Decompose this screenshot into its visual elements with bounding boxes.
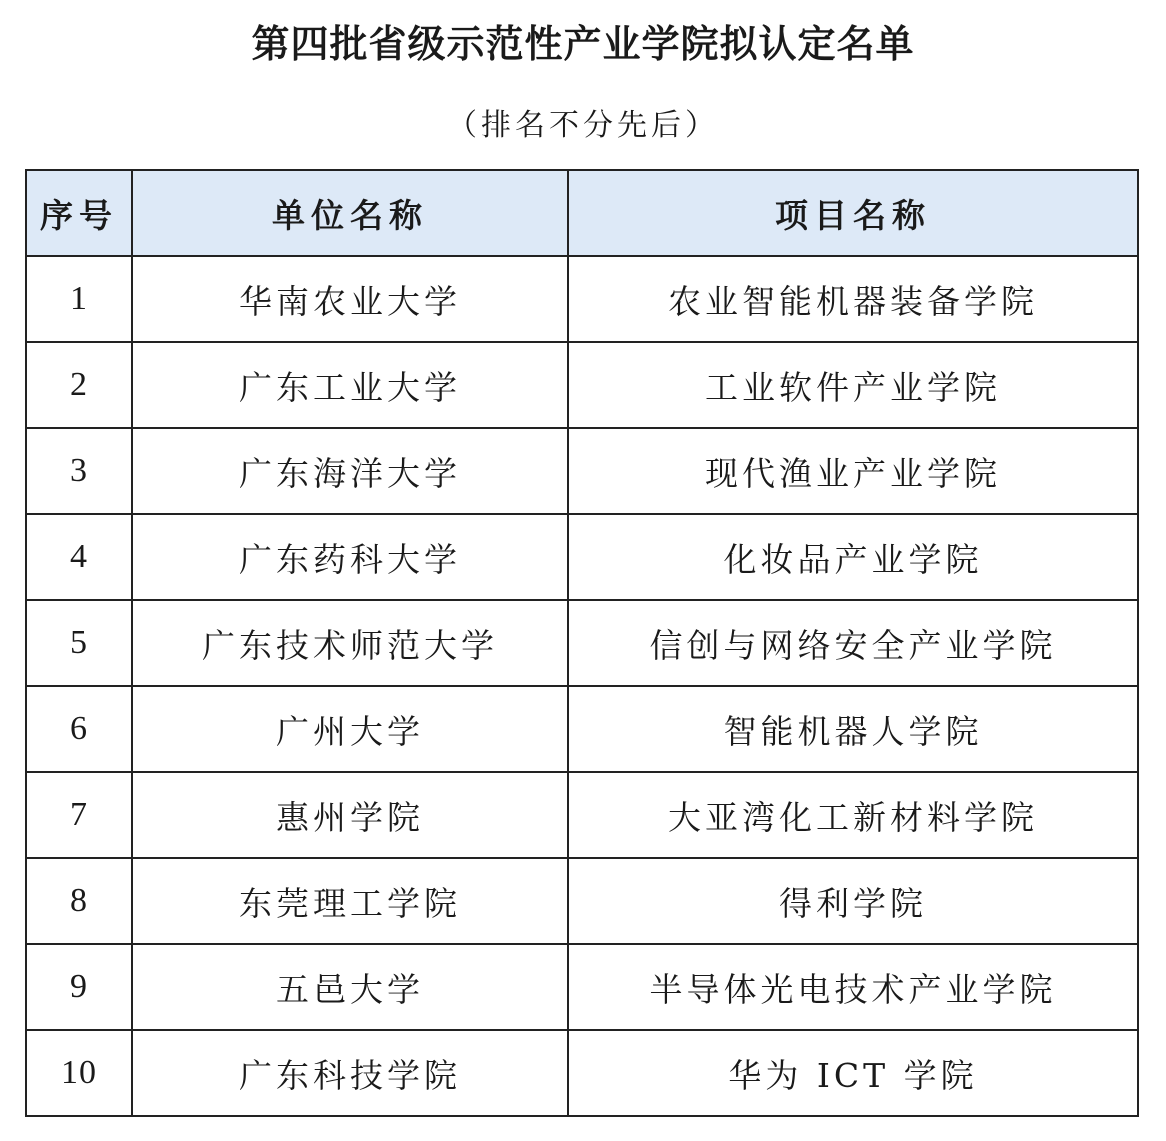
project-name: 工业软件产业学院 (568, 342, 1138, 428)
college-list-table (25, 169, 1139, 1117)
row-number: 2 (26, 342, 132, 428)
table-row (26, 1030, 1138, 1116)
project-name: 农业智能机器装备学院 (568, 256, 1138, 342)
table-row (26, 858, 1138, 944)
project-name: 得利学院 (568, 858, 1138, 944)
project-name: 化妆品产业学院 (568, 514, 1138, 600)
unit-name: 广东科技学院 (132, 1030, 568, 1116)
unit-name: 东莞理工学院 (132, 858, 568, 944)
unit-name: 华南农业大学 (132, 256, 568, 342)
project-name: 半导体光电技术产业学院 (568, 944, 1138, 1030)
project-name: 大亚湾化工新材料学院 (568, 772, 1138, 858)
row-number: 10 (26, 1030, 132, 1116)
row-number: 7 (26, 772, 132, 858)
row-number: 3 (26, 428, 132, 514)
unit-name: 五邑大学 (132, 944, 568, 1030)
document-title: 第四批省级示范性产业学院拟认定名单 (251, 22, 915, 66)
table-header-row (26, 170, 1138, 256)
unit-name: 广州大学 (132, 686, 568, 772)
table-row (26, 600, 1138, 686)
column-header-number: 序号 (26, 170, 132, 256)
row-number: 1 (26, 256, 132, 342)
row-number: 4 (26, 514, 132, 600)
table-row (26, 256, 1138, 342)
table-row (26, 428, 1138, 514)
project-name: 信创与网络安全产业学院 (568, 600, 1138, 686)
row-number: 9 (26, 944, 132, 1030)
table-row (26, 944, 1138, 1030)
unit-name: 广东技术师范大学 (132, 600, 568, 686)
column-header-project: 项目名称 (568, 170, 1138, 256)
unit-name: 广东工业大学 (132, 342, 568, 428)
project-name: 智能机器人学院 (568, 686, 1138, 772)
table-row (26, 342, 1138, 428)
row-number: 8 (26, 858, 132, 944)
table-row (26, 686, 1138, 772)
table-row (26, 772, 1138, 858)
row-number: 5 (26, 600, 132, 686)
table-row (26, 514, 1138, 600)
unit-name: 惠州学院 (132, 772, 568, 858)
row-number: 6 (26, 686, 132, 772)
project-name: 现代渔业产业学院 (568, 428, 1138, 514)
unit-name: 广东药科大学 (132, 514, 568, 600)
document-subtitle: （排名不分先后） (447, 108, 719, 143)
project-name: 华为 ICT 学院 (568, 1030, 1138, 1116)
column-header-unit: 单位名称 (132, 170, 568, 256)
unit-name: 广东海洋大学 (132, 428, 568, 514)
